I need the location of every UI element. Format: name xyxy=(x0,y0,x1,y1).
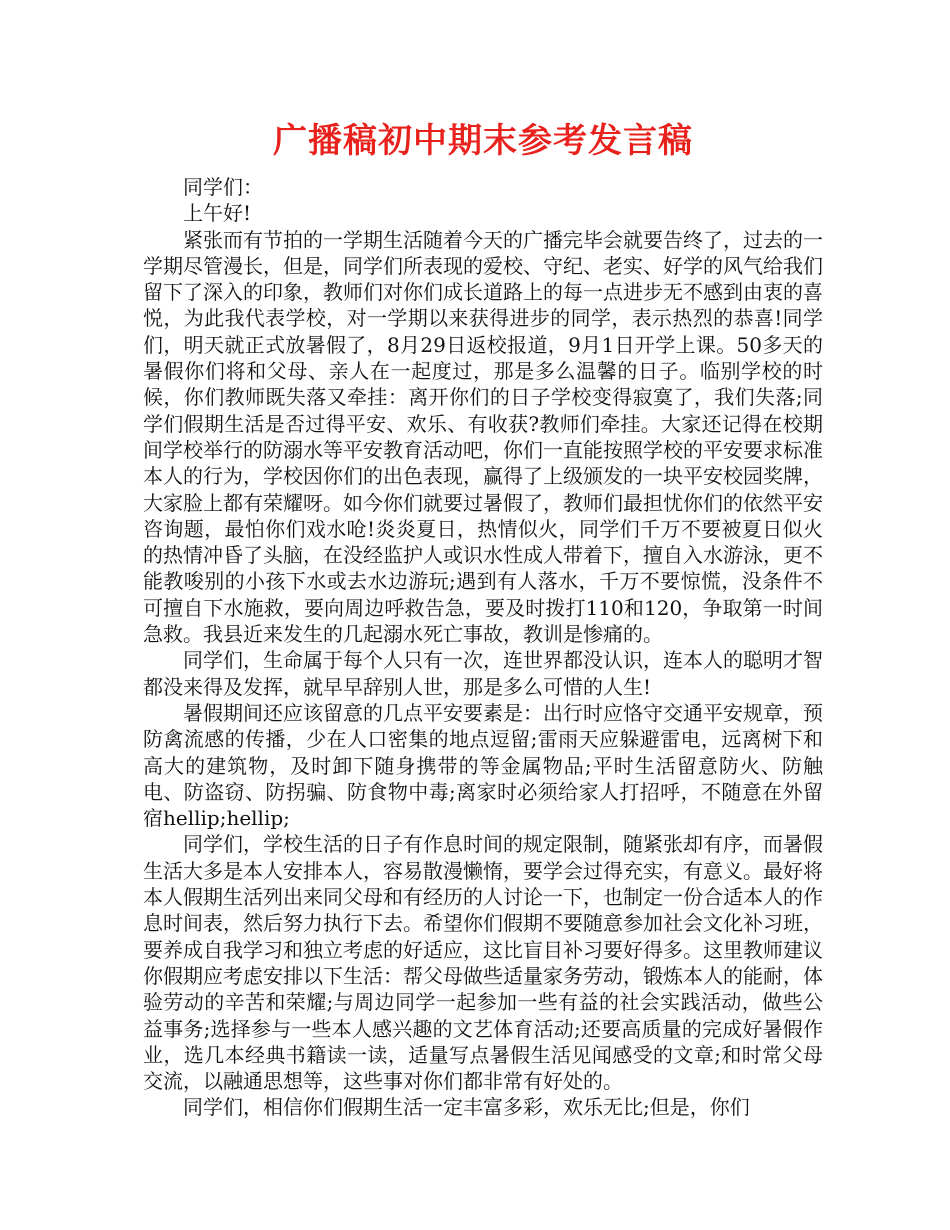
body-paragraph: 紧张而有节拍的一学期生活随着今天的广播完毕会就要告终了，过去的一学期尽管漫长，但是，同学们所表现的爱校、守纪、老实、好学的风气给我们留下了深入的印象，教师们对你们成长道路上的每一点进步无不感到由衷的喜悦，为此我代表学校，对一学期以来获得进步的同学，表示热烈的恭喜!同学们，明天就正式放暑假了，8月29日返校报道，9月1日开学上课。50多天的暑假你们将和父母、亲人在一起度过，那是多么温馨的日子。临别学校的时候，你们教师既失落又牵挂：离开你们的日子学校变得寂寞了，我们失落;同学们假期生活是否过得平安、欢乐、有收获?教师们牵挂。大家还记得在校期间学校举行的防溺水等平安教育活动吧，你们一直能按照学校的平安要求标准本人的行为，学校因你们的出色表现，赢得了上级颁发的一块平安校园奖牌，大家脸上都有荣耀呀。如今你们就要过暑假了，教师们最担忧你们的依然平安咨询题，最怕你们戏水呛!炎炎夏日，热情似火，同学们千万不要被夏日似火的热情冲昏了头脑，在没经监护人或识水性成人带着下，擅自入水游泳，更不能教唆别的小孩下水或去水边游玩;遇到有人落水，千万不要惊慌，没条件不可擅自下水施救，要向周边呼救告急，要及时拨打110和120，争取第一时间急救。我县近来发生的几起溺水死亡事故，教训是惨痛的。 xyxy=(143,227,823,647)
salutation-paragraph: 上午好! xyxy=(183,201,252,226)
document-page xyxy=(143,118,823,1121)
body-paragraph: 同学们，学校生活的日子有作息时间的规定限制，随紧张却有序，而暑假生活大多是本人安排本人，容易散漫懒惰，要学会过得充实，有意义。最好将本人假期生活列出来同父母和有经历的人讨论一下，也制定一份合适本人的作息时间表，然后努力执行下去。希望你们假期不要随意参加社会文化补习班，要养成自我学习和独立考虑的好适应，这比盲目补习要好得多。这里教师建议你假期应考虑安排以下生活：帮父母做些适量家务劳动，锻炼本人的能耐，体验劳动的辛苦和荣耀;与周边同学一起参加一些有益的社会实践活动，做些公益事务;选择参与一些本人感兴趣的文艺体育活动;还要高质量的完成好暑假作业，选几本经典书籍读一读，适量写点暑假生活见闻感受的文章;和时常父母交流，以融通思想等，这些事对你们都非常有好处的。 xyxy=(143,832,823,1094)
greeting-paragraph: 同学们： xyxy=(183,175,263,199)
body-paragraph: 同学们，相信你们假期生活一定丰富多彩，欢乐无比;但是，你们 xyxy=(183,1095,750,1120)
body-paragraph: 暑假期间还应该留意的几点平安要素是：出行时应恪守交通平安规章，预防禽流感的传播，少在人口密集的地点逗留;雷雨天应躲避雷电，远离树下和高大的建筑物，及时卸下随身携带的等金属物品;平时生活留意防火、防触电、防盗窃、防拐骗、防食物中毒;离家时必须给家人打招呼，不随意在外留宿hellip;hellip; xyxy=(143,700,823,831)
body-paragraph: 同学们，生命属于每个人只有一次，连世界都没认识，连本人的聪明才智都没来得及发挥，就早早辞别人世，那是多么可惜的人生! xyxy=(143,648,823,699)
document-body xyxy=(143,174,823,1121)
document-title: 广播稿初中期末参考发言稿 xyxy=(273,121,693,161)
